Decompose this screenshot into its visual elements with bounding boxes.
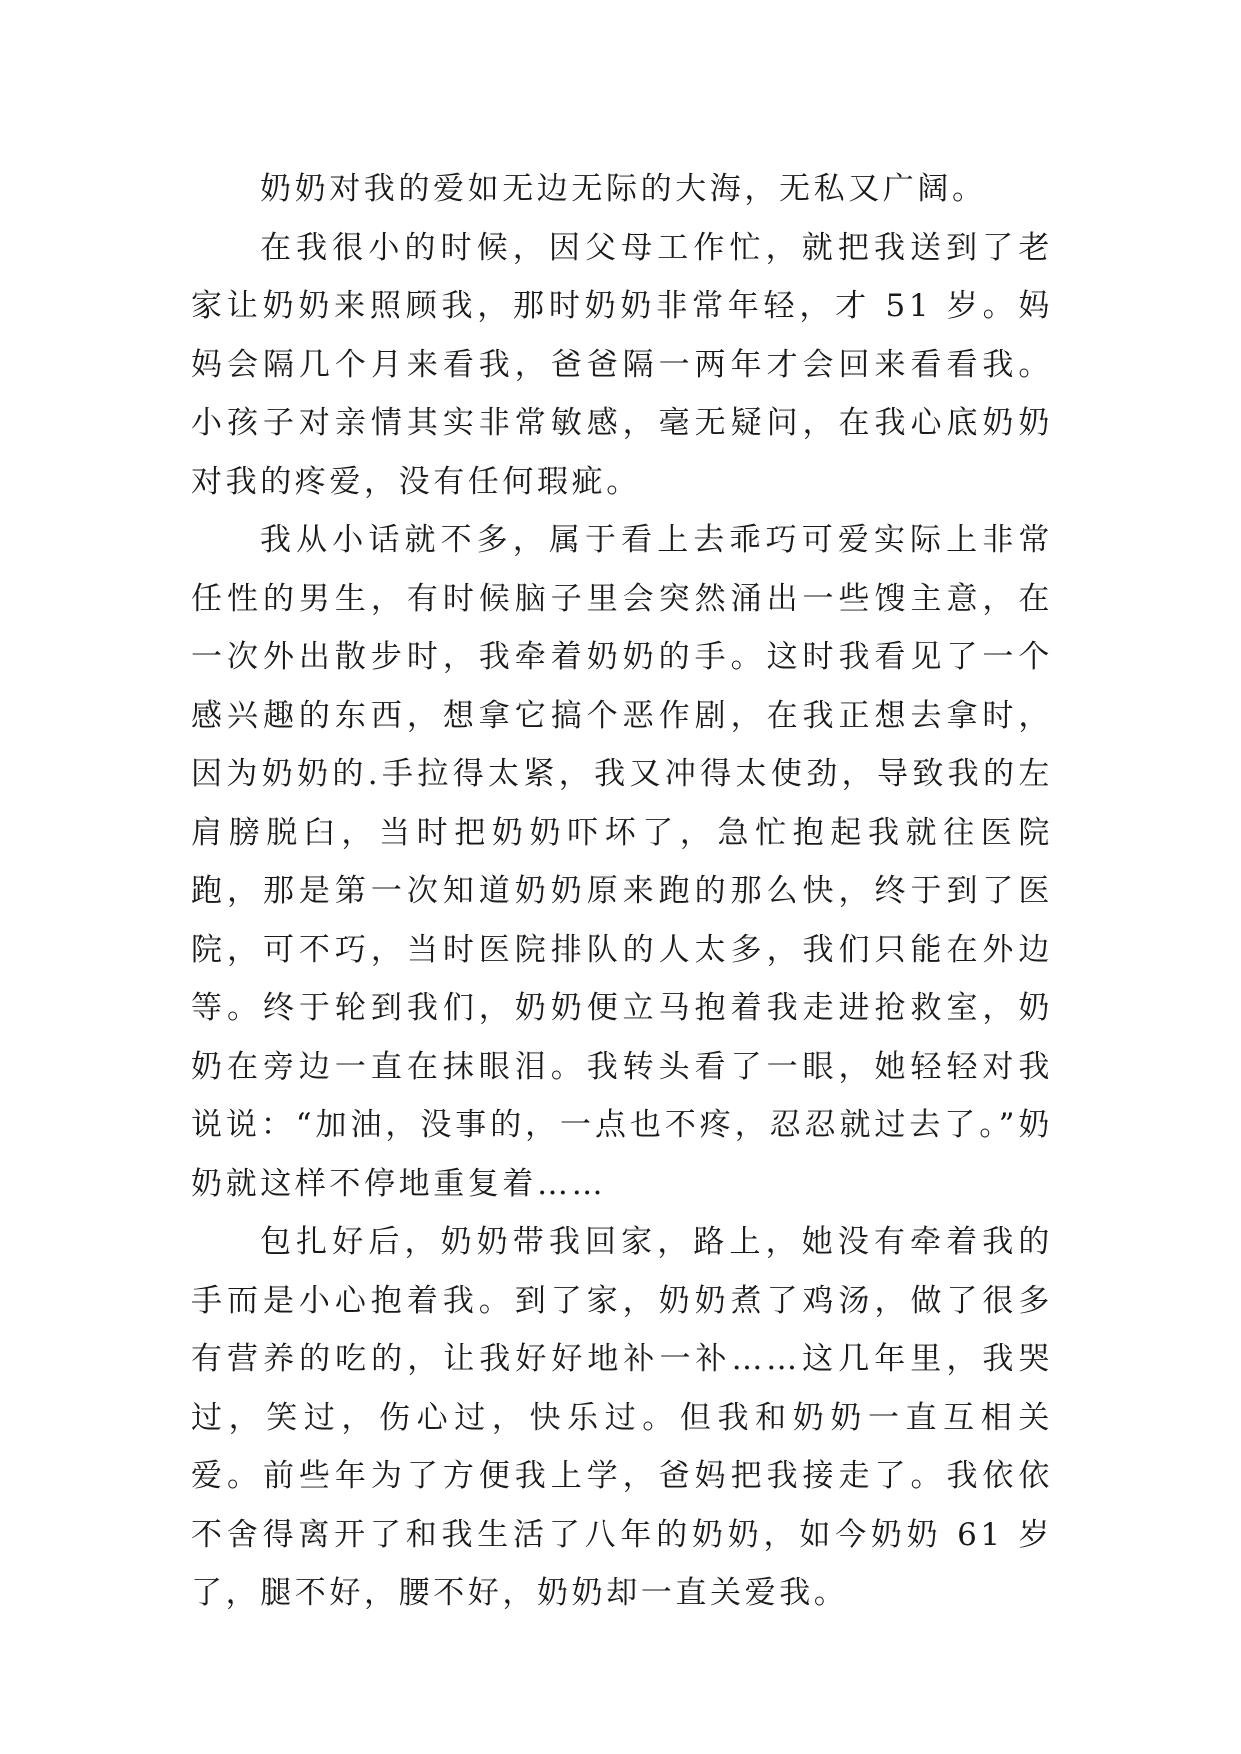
essay-body xyxy=(191,160,1053,1623)
paragraph: 包扎好后，奶奶带我回家，路上，她没有牵着我的手而是小心抱着我。到了家，奶奶煮了鸡汤，做了很多有营养的吃的，让我好好地补一补……这几年里，我哭过，笑过，伤心过，快乐过。但我和奶奶一直互相关爱。前些年为了方便我上学，爸妈把我接走了。我依依不舍得离开了和我生活了八年的奶奶，如今奶奶 61 岁了，腿不好，腰不好，奶奶却一直关爱我。 xyxy=(191,1224,1053,1611)
paragraph: 奶奶对我的爱如无边无际的大海，无私又广阔。 xyxy=(260,171,987,207)
paragraph: 在我很小的时候，因父母工作忙，就把我送到了老家让奶奶来照顾我，那时奶奶非常年轻，才 51 岁。妈妈会隔几个月来看我，爸爸隔一两年才会回来看看我。小孩子对亲情其实非常敏感，毫无疑问，在我心底奶奶对我的疼爱，没有任何瑕疵。 xyxy=(191,229,1053,500)
paragraph: 我从小话就不多，属于看上去乖巧可爱实际上非常任性的男生，有时候脑子里会突然涌出一些馊主意，在一次外出散步时，我牵着奶奶的手。这时我看见了一个感兴趣的东西，想拿它搞个恶作剧，在我正想去拿时，因为奶奶的.手拉得太紧，我又冲得太使劲，导致我的左肩膀脱臼，当时把奶奶吓坏了，急忙抱起我就往医院跑，那是第一次知道奶奶原来跑的那么快，终于到了医院，可不巧，当时医院排队的人太多，我们只能在外边等。终于轮到我们，奶奶便立马抱着我走进抢救室，奶奶在旁边一直在抹眼泪。我转头看了一眼，她轻轻对我说说：“加油，没事的，一点也不疼，忍忍就过去了。”奶奶就这样不停地重复着…… xyxy=(191,522,1053,1202)
